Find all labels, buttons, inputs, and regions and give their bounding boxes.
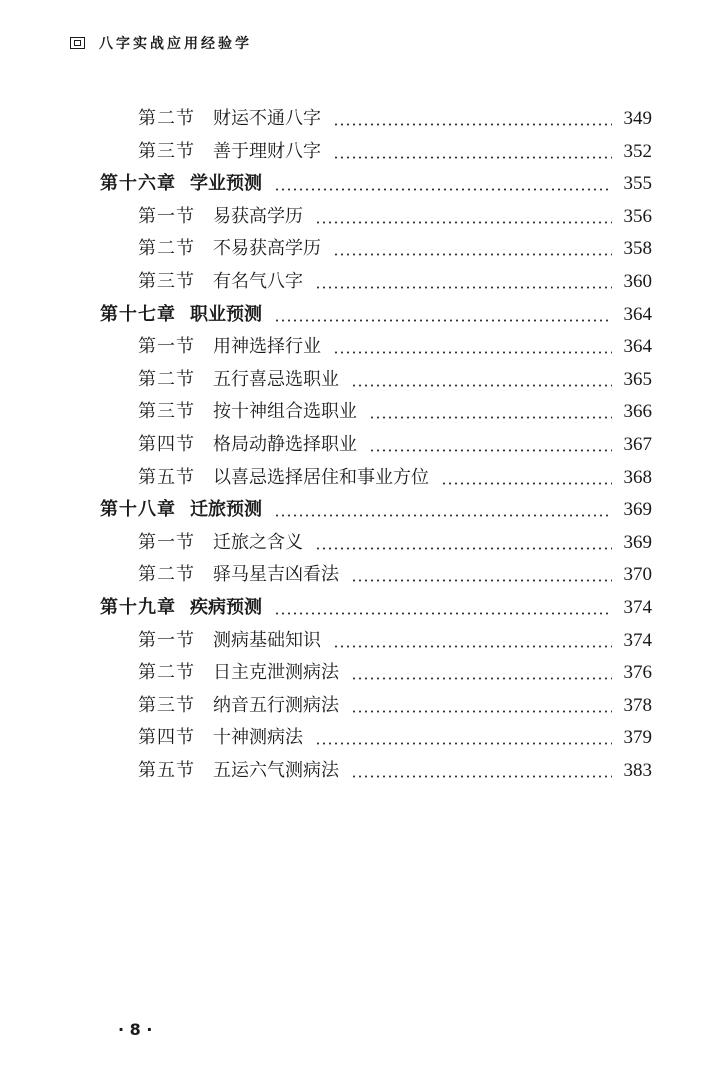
toc-entry-title: 五运六气测病法: [213, 760, 339, 781]
toc-entry-number: 第四节: [138, 434, 195, 455]
dot-leader: [315, 547, 612, 550]
toc-entry-number: 第三节: [138, 271, 195, 292]
toc-entry-page: 369: [623, 532, 652, 553]
toc-chapter-entry: [100, 169, 652, 195]
toc-entry-title: 纳音五行测病法: [213, 695, 339, 716]
toc-entry-title: 易获高学历: [213, 206, 303, 227]
dot-leader: [274, 319, 612, 322]
toc-section-entry: [138, 365, 652, 391]
toc-chapter-entry: [100, 593, 652, 619]
toc-entry-title: 驿马星吉凶看法: [213, 564, 339, 585]
toc-entry-page: 366: [623, 401, 652, 422]
dot-leader: [274, 188, 612, 191]
toc-entry-page: 383: [623, 760, 652, 781]
toc-section-entry: [138, 202, 652, 228]
dot-leader: [333, 156, 612, 159]
toc-entry-number: 第二节: [138, 564, 195, 585]
toc-entry-number: 第一节: [138, 630, 195, 651]
toc-entry-page: 374: [623, 597, 652, 618]
toc-section-entry: [138, 332, 652, 358]
toc-entry-title: 不易获高学历: [213, 238, 321, 259]
dot-leader: [333, 645, 612, 648]
toc-entry-page: 364: [623, 304, 652, 325]
page-number: · 8 ·: [118, 1020, 153, 1039]
toc-entry-title: 测病基础知识: [213, 630, 321, 651]
toc-entry-title: 十神测病法: [213, 727, 303, 748]
toc-entry-page: 378: [623, 695, 652, 716]
toc-entry-title: 疾病预测: [190, 597, 262, 618]
toc-entry-number: 第二节: [138, 108, 195, 129]
dot-leader: [351, 384, 612, 387]
dot-leader: [351, 710, 612, 713]
toc-entry-title: 以喜忌选择居住和事业方位: [213, 467, 429, 488]
toc-entry-page: 376: [623, 662, 652, 683]
toc-entry-page: 365: [623, 369, 652, 390]
toc-entry-title: 迁旅预测: [190, 499, 262, 520]
toc-section-entry: [138, 463, 652, 489]
toc-section-entry: [138, 658, 652, 684]
dot-leader: [369, 416, 612, 419]
toc-entry-title: 五行喜忌选职业: [213, 369, 339, 390]
toc-entry-page: 355: [623, 173, 652, 194]
toc-entry-number: 第三节: [138, 141, 195, 162]
toc-chapter-entry: [100, 495, 652, 521]
toc-entry-number: 第三节: [138, 695, 195, 716]
toc-entry-page: 374: [623, 630, 652, 651]
toc-section-entry: [138, 137, 652, 163]
toc-entry-page: 367: [623, 434, 652, 455]
dot-leader: [274, 514, 612, 517]
dot-leader: [315, 221, 612, 224]
toc-entry-page: 360: [623, 271, 652, 292]
toc-entry-title: 日主克泄测病法: [213, 662, 339, 683]
toc-entry-title: 财运不通八字: [213, 108, 321, 129]
dot-leader: [369, 449, 612, 452]
toc-entry-page: 364: [623, 336, 652, 357]
dot-leader: [333, 123, 612, 126]
toc-entry-number: 第一节: [138, 206, 195, 227]
toc-entry-number: 第二节: [138, 238, 195, 259]
toc-section-entry: [138, 267, 652, 293]
toc-entry-page: 370: [623, 564, 652, 585]
dot-leader: [351, 579, 612, 582]
toc-section-entry: [138, 723, 652, 749]
toc-section-entry: [138, 560, 652, 586]
toc-entry-title: 迁旅之含义: [213, 532, 303, 553]
toc-entry-number: 第二节: [138, 662, 195, 683]
running-header: [70, 33, 252, 53]
toc-entry-number: 第一节: [138, 532, 195, 553]
toc-section-entry: [138, 528, 652, 554]
dot-leader: [315, 742, 612, 745]
toc-entry-number: 第十七章: [100, 304, 176, 325]
toc-entry-title: 学业预测: [190, 173, 262, 194]
toc-section-entry: [138, 234, 652, 260]
toc-section-entry: [138, 626, 652, 652]
toc-entry-title: 格局动静选择职业: [213, 434, 357, 455]
toc-entry-page: 352: [623, 141, 652, 162]
dot-leader: [351, 677, 612, 680]
toc-entry-page: 349: [623, 108, 652, 129]
toc-entry-number: 第五节: [138, 760, 195, 781]
toc-entry-page: 358: [623, 238, 652, 259]
dot-leader: [274, 612, 612, 615]
toc-entry-page: 379: [623, 727, 652, 748]
book-header-icon: [70, 37, 85, 49]
toc-section-entry: [138, 397, 652, 423]
dot-leader: [441, 482, 612, 485]
dot-leader: [351, 775, 612, 778]
toc-entry-page: 356: [623, 206, 652, 227]
toc-entry-page: 368: [623, 467, 652, 488]
toc-entry-number: 第十九章: [100, 597, 176, 618]
dot-leader: [315, 286, 612, 289]
toc-entry-title: 有名气八字: [213, 271, 303, 292]
toc-entry-number: 第一节: [138, 336, 195, 357]
toc-entry-title: 用神选择行业: [213, 336, 321, 357]
book-title: 八字实战应用经验学: [99, 36, 252, 52]
toc-entry-title: 职业预测: [190, 304, 262, 325]
toc-entry-title: 按十神组合选职业: [213, 401, 357, 422]
toc-entry-number: 第十八章: [100, 499, 176, 520]
toc-section-entry: [138, 756, 652, 782]
toc-chapter-entry: [100, 300, 652, 326]
toc-entry-title: 善于理财八字: [213, 141, 321, 162]
toc-entry-number: 第三节: [138, 401, 195, 422]
toc-entry-number: 第五节: [138, 467, 195, 488]
toc-entry-number: 第十六章: [100, 173, 176, 194]
toc-section-entry: [138, 104, 652, 130]
dot-leader: [333, 253, 612, 256]
toc-section-entry: [138, 691, 652, 717]
toc-entry-number: 第二节: [138, 369, 195, 390]
toc-section-entry: [138, 430, 652, 456]
toc-entry-number: 第四节: [138, 727, 195, 748]
toc-entry-page: 369: [623, 499, 652, 520]
dot-leader: [333, 351, 612, 354]
